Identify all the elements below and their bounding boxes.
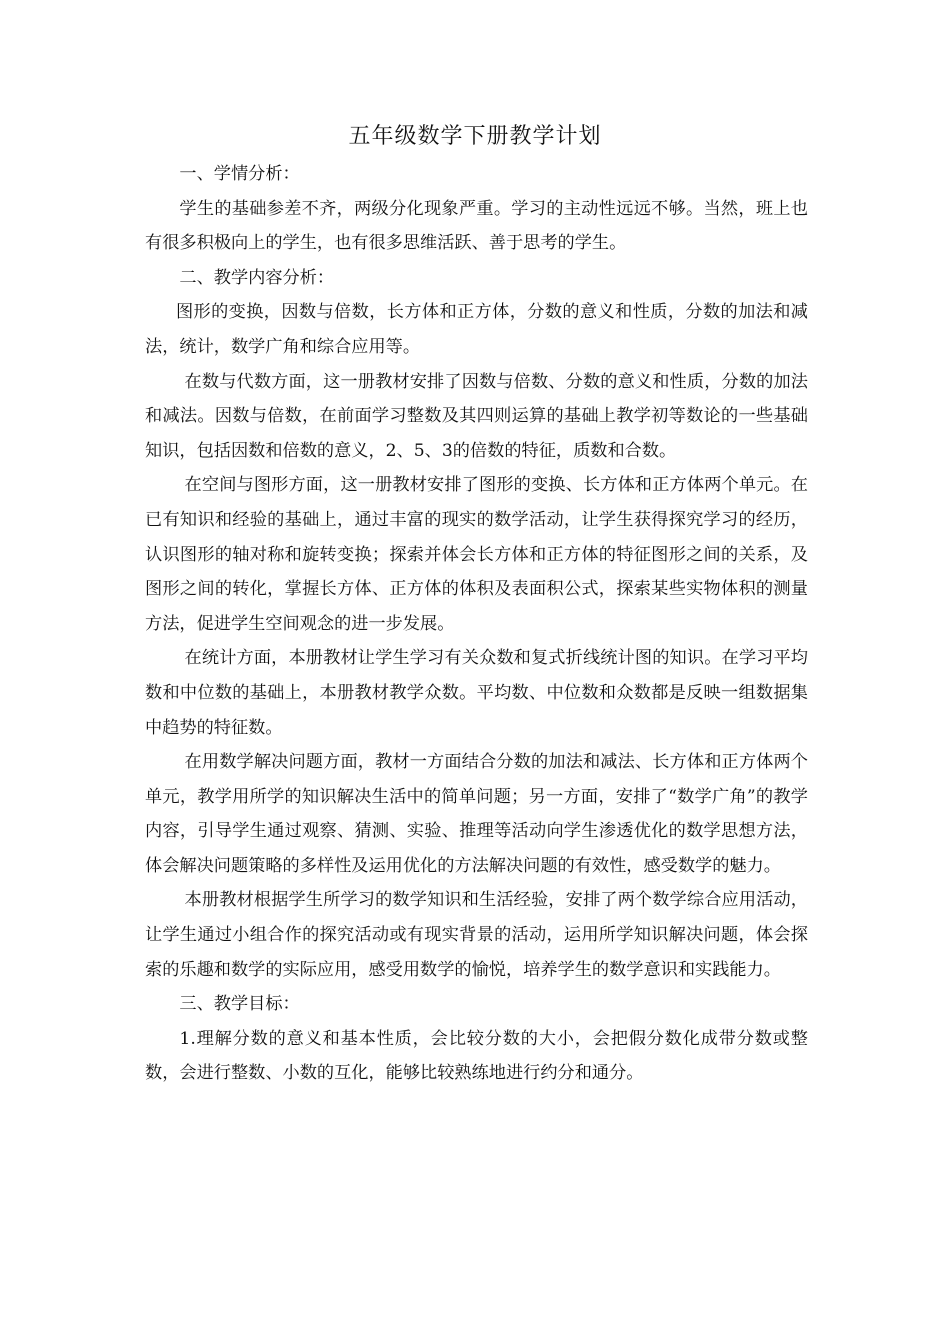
paragraph-statistics: 在统计方面，本册教材让学生学习有关众数和复式折线统计图的知识。在学习平均数和中位数的基础上，本册教材教学众数。平均数、中位数和众数都是反映一组数据集中趋势的特征数。: [145, 648, 808, 738]
section-heading-learning-analysis: 一、学情分析：: [179, 164, 300, 184]
paragraph-problem-solving: 在用数学解决问题方面，教材一方面结合分数的加法和减法、长方体和正方体两个单元，教学用所学的知识解决生活中的简单问题；另一方面，安排了“数学广角”的教学内容，引导学生通过观察、猜测、实验、推理等活动向学生渗透优化的数学思想方法，体会解决问题策略的多样性及运用优化的方法解决问题的有效性，感受数学的魅力。: [145, 752, 808, 876]
page-title: 五年级数学下册教学计划: [348, 124, 602, 149]
paragraph-number-algebra: 在数与代数方面，这一册教材安排了因数与倍数、分数的意义和性质，分数的加法和减法。因数与倍数，在前面学习整数及其四则运算的基础上教学初等数论的一些基础知识，包括因数和倍数的意义，2、5、3的倍数的特征，质数和合数。: [145, 371, 808, 461]
paragraph-comprehensive-application: 本册教材根据学生所学习的数学知识和生活经验，安排了两个数学综合应用活动，让学生通过小组合作的探究活动或有现实背景的活动，运用所学知识解决问题，体会探索的乐趣和数学的实际应用，感受用数学的愉悦，培养学生的数学意识和实践能力。: [145, 890, 808, 980]
document-body: [145, 157, 808, 1091]
section-heading-teaching-goals: 三、教学目标：: [179, 994, 300, 1015]
paragraph-learning-analysis: 学生的基础参差不齐，两级分化现象严重。学习的主动性远远不够。当然，班上也有很多积极向上的学生，也有很多思维活跃、善于思考的学生。: [145, 198, 808, 254]
paragraph-goal-1: 1.理解分数的意义和基本性质，会比较分数的大小，会把假分数化成带分数或整数，会进行整数、小数的互化，能够比较熟练地进行约分和通分。: [145, 1028, 808, 1084]
paragraph-content-overview: 图形的变换，因数与倍数，长方体和正方体，分数的意义和性质，分数的加法和减法，统计，数学广角和综合应用等。: [145, 302, 808, 357]
section-heading-content-analysis: 二、教学内容分析：: [179, 267, 335, 288]
paragraph-space-geometry: 在空间与图形方面，这一册教材安排了图形的变换、长方体和正方体两个单元。在已有知识和经验的基础上，通过丰富的现实的数学活动，让学生获得探究学习的经历，认识图形的轴对称和旋转变换；探索并体会长方体和正方体的特征图形之间的关系，及图形之间的转化，掌握长方体、正方体的体积及表面积公式，探索某些实物体积的测量方法，促进学生空间观念的进一步发展。: [145, 475, 808, 634]
